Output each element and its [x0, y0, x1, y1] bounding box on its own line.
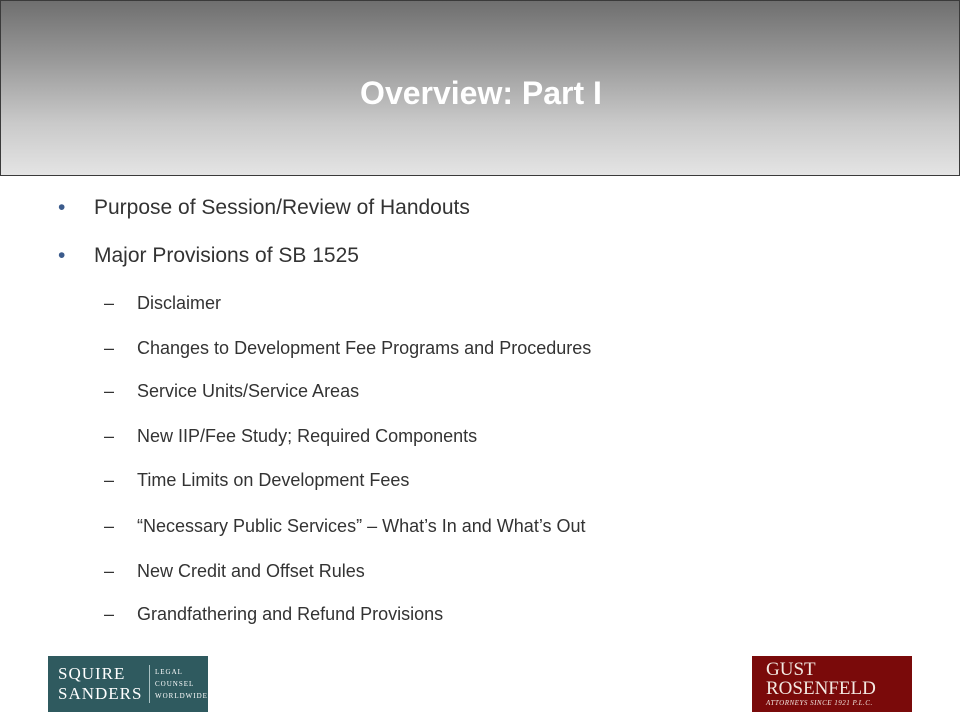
sub-bullet-text: Service Units/Service Areas — [137, 381, 360, 401]
sub-bullet-marker: – — [104, 561, 115, 581]
sub-bullet-marker: – — [104, 381, 115, 401]
bullet-text: Purpose of Session/Review of Handouts — [94, 196, 470, 219]
logo-divider — [149, 665, 150, 703]
sub-bullet-marker: – — [104, 470, 115, 490]
sub-bullet-item — [104, 292, 221, 314]
sub-bullet-item — [104, 380, 359, 402]
sub-bullet-text: New IIP/Fee Study; Required Components — [137, 426, 478, 446]
slide-title: Overview: Part I — [360, 75, 602, 111]
sub-bullet-marker: – — [104, 426, 115, 446]
sub-bullet-text: Time Limits on Development Fees — [137, 470, 410, 490]
sub-bullet-marker: – — [104, 604, 115, 624]
sub-bullet-text: Grandfathering and Refund Provisions — [137, 604, 444, 624]
sub-bullet-item — [104, 337, 591, 359]
squire-sanders-tagline: LEGAL COUNSEL WORLDWIDE — [155, 668, 208, 700]
bullet-marker: • — [58, 244, 66, 267]
sub-bullet-item — [104, 560, 365, 582]
sub-bullet-text: New Credit and Offset Rules — [137, 561, 365, 581]
sub-bullet-text: “Necessary Public Services” – What’s In and What’s Out — [137, 516, 586, 536]
sub-bullet-item — [104, 515, 586, 537]
sub-bullet-marker: – — [104, 338, 115, 358]
gust-rosenfeld-logo — [752, 656, 912, 712]
sub-bullet-marker: – — [104, 516, 115, 536]
gust-rosenfeld-name: GUST ROSENFELD — [766, 659, 876, 699]
sub-bullet-item — [104, 603, 443, 625]
bullet-marker: • — [58, 196, 66, 219]
bullet-text: Major Provisions of SB 1525 — [94, 244, 359, 267]
sub-bullet-text: Disclaimer — [137, 293, 222, 313]
bullet-item — [58, 243, 359, 269]
sub-bullet-item — [104, 469, 409, 491]
bullet-item — [58, 195, 470, 221]
sub-bullet-item — [104, 425, 477, 447]
squire-sanders-logo — [48, 656, 208, 712]
squire-sanders-name: SQUIRE SANDERS — [58, 664, 143, 703]
sub-bullet-marker: – — [104, 293, 115, 313]
gust-rosenfeld-tagline: ATTORNEYS SINCE 1921 P.L.C. — [766, 699, 873, 707]
sub-bullet-text: Changes to Development Fee Programs and Procedures — [137, 338, 592, 358]
